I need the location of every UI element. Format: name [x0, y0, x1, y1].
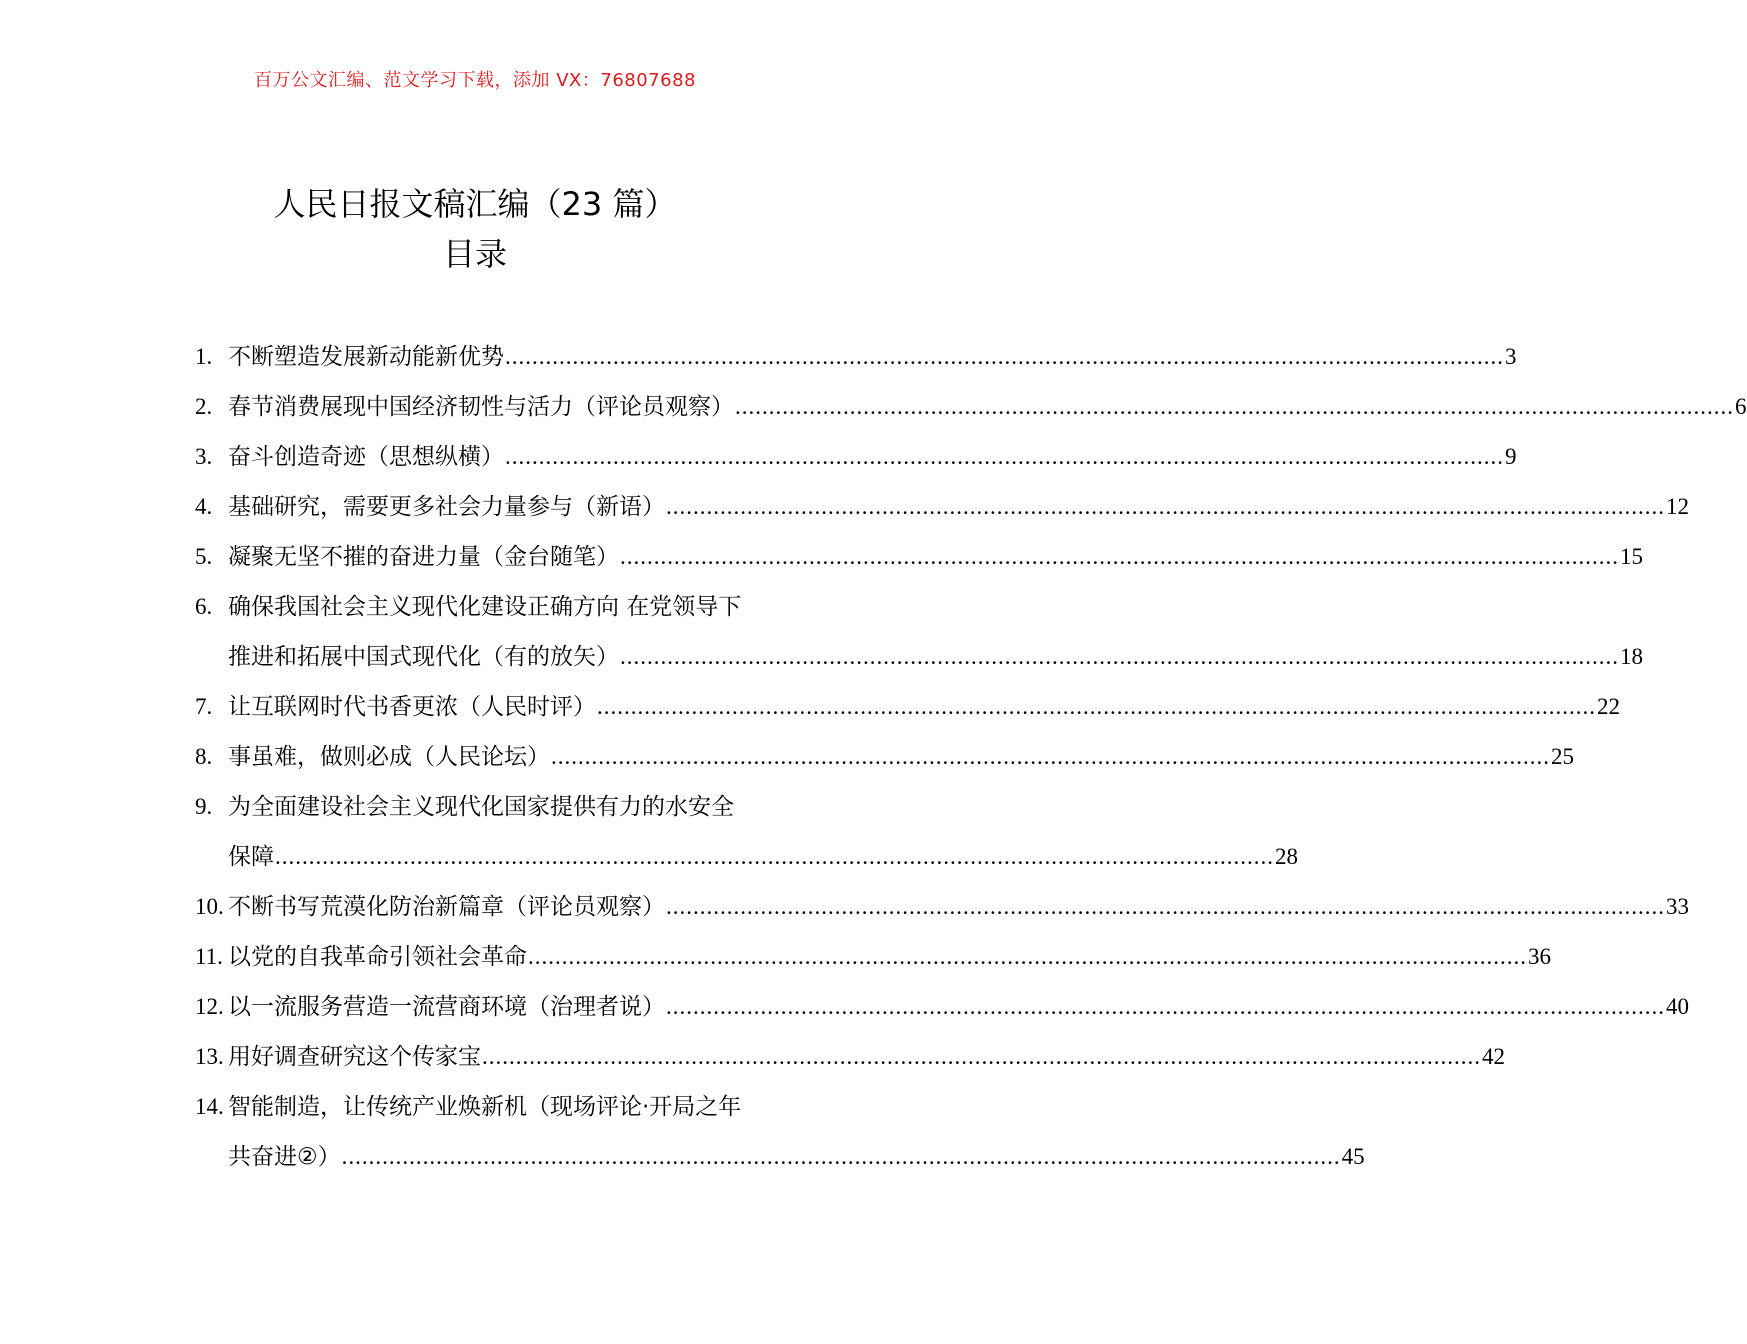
toc-dot-leader: .................................................................................................................................................... — [505, 344, 1504, 369]
toc-entry[interactable] — [195, 782, 1298, 882]
toc-entry-number: 1. — [195, 344, 213, 369]
toc-entry-line — [195, 382, 1747, 432]
toc-entry[interactable] — [195, 382, 1747, 432]
toc-entry[interactable] — [195, 882, 1689, 932]
toc-dot-leader: .................................................................................................................................................... — [482, 1044, 1481, 1069]
toc-entry-line — [195, 582, 805, 632]
toc-entry-title: 不断书写荒漠化防治新篇章（评论员观察） — [228, 894, 665, 920]
toc-page-number: 3 — [1505, 344, 1517, 369]
toc-entry-line — [195, 782, 805, 832]
toc-entry-line — [195, 532, 1643, 582]
toc-page-number: 9 — [1505, 444, 1517, 469]
toc-entry-line — [195, 682, 1620, 732]
toc-entry-line — [195, 732, 1574, 782]
toc-entry[interactable] — [195, 482, 1689, 532]
toc-entry-number: 9. — [195, 794, 213, 819]
toc-entry-title: 以一流服务营造一流营商环境（治理者说） — [228, 994, 665, 1020]
toc-entry-title: 智能制造，让传统产业焕新机（现场评论·开局之年 — [228, 1094, 742, 1120]
toc-page-number: 15 — [1620, 544, 1643, 569]
toc-entry-title: 确保我国社会主义现代化建设正确方向 在党领导下 — [228, 594, 742, 620]
toc-entry-number: 5. — [195, 544, 213, 569]
toc-entry[interactable] — [195, 1082, 1365, 1182]
toc-entry-title: 以党的自我革命引领社会革命 — [228, 944, 527, 970]
toc-page-number: 18 — [1620, 644, 1643, 669]
toc-entry-number: 14. — [195, 1094, 224, 1119]
toc-entry-title: 推进和拓展中国式现代化（有的放矢） — [228, 644, 619, 670]
toc-entry-number: 10. — [195, 894, 224, 919]
toc-entry-title: 让互联网时代书香更浓（人民时评） — [228, 694, 596, 720]
toc-heading: 目录 — [442, 235, 507, 273]
toc-entry-title: 共奋进②） — [228, 1144, 341, 1170]
toc-entry-title: 奋斗创造奇迹（思想纵横） — [228, 444, 504, 470]
toc-entry-line — [195, 882, 1689, 932]
toc-dot-leader: .................................................................................................................................................... — [666, 494, 1665, 519]
toc-page-number: 42 — [1482, 1044, 1505, 1069]
toc-entry-number: 3. — [195, 444, 213, 469]
document-title: 人民日报文稿汇编（23 篇） — [273, 185, 677, 223]
toc-entry-number: 4. — [195, 494, 213, 519]
table-of-contents — [195, 332, 1747, 1182]
toc-dot-leader: .................................................................................................................................................... — [597, 694, 1596, 719]
toc-page-number: 12 — [1666, 494, 1689, 519]
toc-entry-number: 13. — [195, 1044, 224, 1069]
toc-entry-number: 8. — [195, 744, 213, 769]
toc-entry[interactable] — [195, 982, 1689, 1032]
toc-dot-leader: .................................................................................................................................................... — [505, 444, 1504, 469]
toc-page-number: 6 — [1735, 394, 1747, 419]
toc-dot-leader: .................................................................................................................................................... — [666, 894, 1665, 919]
toc-entry-line — [195, 482, 1689, 532]
toc-dot-leader: .................................................................................................................................................... — [341, 1144, 1341, 1169]
toc-dot-leader: .................................................................................................................................................... — [551, 744, 1550, 769]
toc-entry-line — [195, 432, 1517, 482]
toc-entry-line — [195, 1082, 805, 1132]
toc-dot-leader: .................................................................................................................................................... — [620, 544, 1619, 569]
header-banner: 百万公文汇编、范文学习下载，添加 VX：76807688 — [254, 70, 696, 91]
toc-entry-number: 11. — [195, 944, 223, 969]
toc-entry-title: 春节消费展现中国经济韧性与活力（评论员观察） — [228, 394, 734, 420]
toc-entry-title: 凝聚无坚不摧的奋进力量（金台随笔） — [228, 544, 619, 570]
toc-entry-line — [195, 932, 1551, 982]
toc-entry-title: 事虽难，做则必成（人民论坛） — [228, 744, 550, 770]
toc-entry[interactable] — [195, 682, 1620, 732]
toc-page-number: 28 — [1275, 844, 1298, 869]
toc-entry-title: 用好调查研究这个传家宝 — [228, 1044, 481, 1070]
toc-dot-leader: .................................................................................................................................................... — [275, 844, 1274, 869]
toc-dot-leader: .................................................................................................................................................... — [528, 944, 1527, 969]
toc-entry[interactable] — [195, 932, 1551, 982]
toc-entry-title: 不断塑造发展新动能新优势 — [228, 344, 504, 370]
toc-entry-title: 保障 — [228, 844, 274, 870]
toc-entry-number: 6. — [195, 594, 213, 619]
toc-entry-line — [195, 1032, 1505, 1082]
toc-page-number: 40 — [1666, 994, 1689, 1019]
toc-dot-leader: .................................................................................................................................................... — [666, 994, 1665, 1019]
toc-entry[interactable] — [195, 1032, 1505, 1082]
toc-entry-line — [195, 632, 1643, 682]
toc-entry-line — [195, 982, 1689, 1032]
toc-page-number: 22 — [1597, 694, 1620, 719]
toc-page-number: 36 — [1528, 944, 1551, 969]
toc-dot-leader: .................................................................................................................................................... — [735, 394, 1734, 419]
toc-entry-number: 12. — [195, 994, 224, 1019]
toc-entry[interactable] — [195, 532, 1643, 582]
toc-entry[interactable] — [195, 732, 1574, 782]
toc-entry-number: 7. — [195, 694, 213, 719]
toc-page-number: 45 — [1341, 1144, 1365, 1169]
toc-entry-number: 2. — [195, 394, 213, 419]
toc-entry-title: 为全面建设社会主义现代化国家提供有力的水安全 — [228, 794, 734, 820]
toc-page-number: 25 — [1551, 744, 1574, 769]
toc-entry-line — [195, 332, 1517, 382]
toc-entry-title: 基础研究，需要更多社会力量参与（新语） — [228, 494, 665, 520]
toc-entry-line — [195, 1132, 1365, 1182]
toc-dot-leader: .................................................................................................................................................... — [620, 644, 1619, 669]
toc-page-number: 33 — [1666, 894, 1689, 919]
toc-entry[interactable] — [195, 582, 1643, 682]
toc-entry[interactable] — [195, 332, 1517, 382]
toc-entry-line — [195, 832, 1298, 882]
toc-entry[interactable] — [195, 432, 1517, 482]
